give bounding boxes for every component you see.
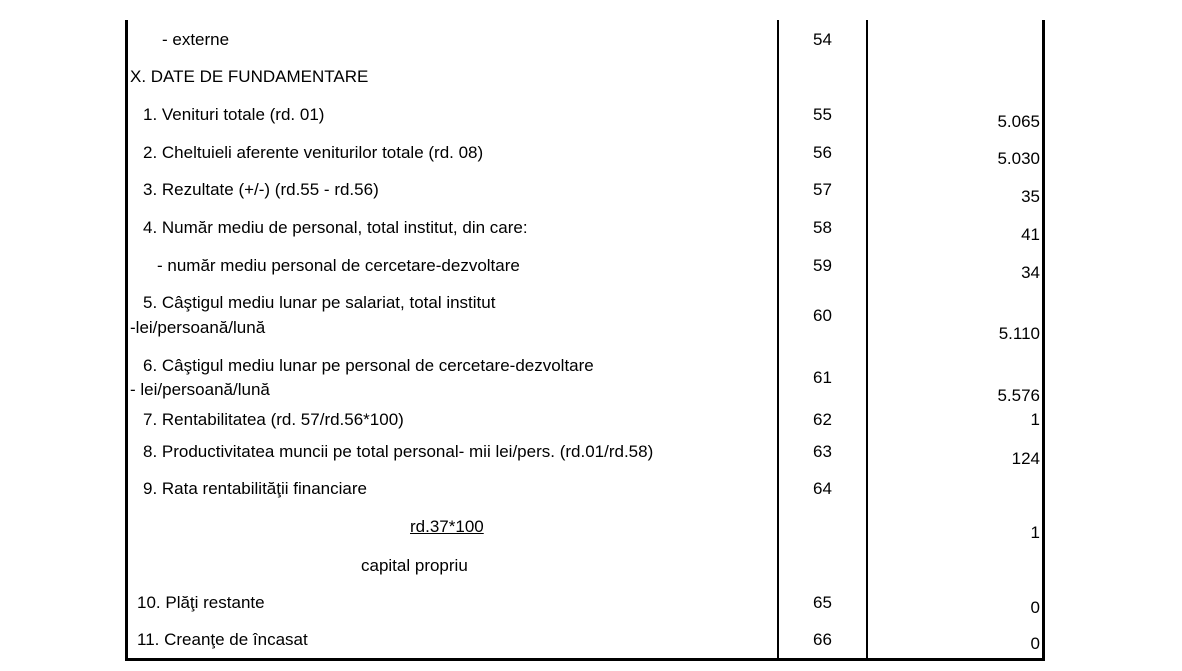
row-code: 62 [813,410,832,429]
row-value: 1 [1030,523,1040,542]
column-divider-value [866,20,868,661]
row-code: 59 [813,256,832,275]
table-right-border [1042,20,1045,661]
row-label: 7. Rentabilitatea (rd. 57/rd.56*100) [143,410,404,429]
row-value: 5.030 [997,149,1040,168]
column-divider-code [777,20,779,661]
row-label: 6. Câştigul mediu lunar pe personal de cercetare-dezvoltare [143,356,594,375]
fraction-numerator: rd.37*100 [410,517,484,536]
row-label: 2. Cheltuieli aferente veniturilor totale (rd. 08) [143,143,484,162]
row-label: 1. Venituri totale (rd. 01) [143,105,325,124]
row-code: 57 [813,180,832,199]
row-label: 8. Productivitatea muncii pe total personal- mii lei/pers. (rd.01/rd.58) [143,442,654,461]
row-code: 54 [813,30,832,49]
row-value: 5.576 [997,386,1040,405]
row-label: 3. Rezultate (+/-) (rd.55 - rd.56) [143,180,379,199]
row-label: 9. Rata rentabilităţii financiare [143,479,367,498]
row-label: 11. Creanţe de încasat [137,630,308,649]
row-label: - număr mediu personal de cercetare-dezvoltare [157,256,520,275]
table-bottom-border [125,658,1045,661]
row-label: 5. Câştigul mediu lunar pe salariat, total institut [143,293,496,312]
row-code: 66 [813,630,832,649]
row-code: 64 [813,479,832,498]
row-code: 56 [813,143,832,162]
section-heading: X. DATE DE FUNDAMENTARE [130,67,369,86]
row-value: 34 [1021,263,1040,282]
row-code: 60 [813,306,832,325]
row-value: 35 [1021,187,1040,206]
row-value: 0 [1030,598,1040,617]
row-value: 0 [1030,634,1040,653]
row-code: 55 [813,105,832,124]
fraction-denominator: capital propriu [361,556,468,575]
row-label: - externe [162,30,230,49]
row-value: 41 [1021,225,1040,244]
row-value: 124 [1011,449,1040,468]
row-label: 10. Plăţi restante [137,593,265,612]
row-label-continuation: - lei/persoană/lună [130,380,270,399]
row-code: 65 [813,593,832,612]
row-value: 1 [1030,410,1040,429]
row-code: 61 [813,368,832,387]
row-value: 5.110 [998,324,1040,343]
table-left-border [125,20,128,661]
row-value: 5.065 [997,112,1040,131]
row-label-continuation: -lei/persoană/lună [130,318,266,337]
row-code: 58 [813,218,832,237]
row-code: 63 [813,442,832,461]
row-label: 4. Număr mediu de personal, total institut, din care: [143,218,528,237]
